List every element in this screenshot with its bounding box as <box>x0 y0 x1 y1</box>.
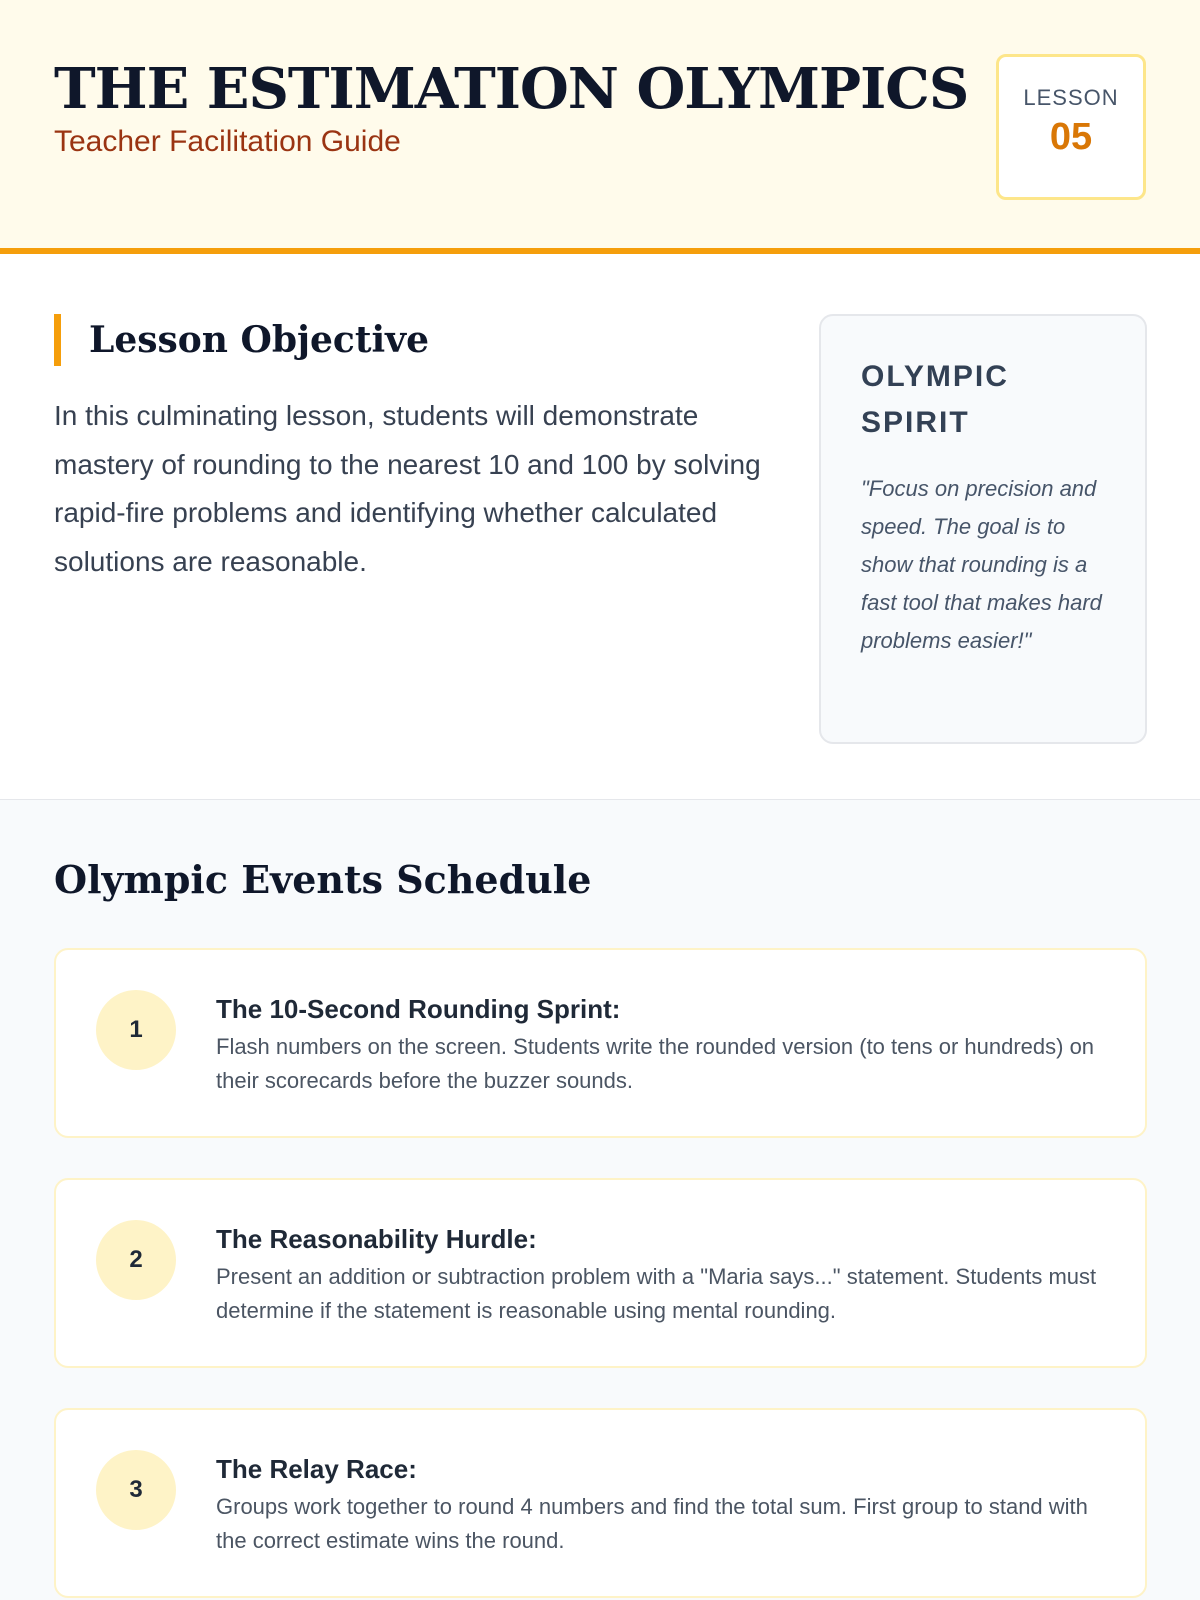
olympic-spirit-title: OLYMPIC SPIRIT <box>861 360 1009 439</box>
event-description: Present an addition or subtraction problem with a "Maria says..." statement. Students must determine if the statement is reasonable using mental rounding. <box>216 1264 1097 1323</box>
event-title: The Reasonability Hurdle: <box>216 1224 537 1254</box>
event-description: Groups work together to round 4 numbers and find the total sum. First group to stand with the correct estimate wins the round. <box>216 1494 1088 1553</box>
schedule-section <box>0 800 1200 1600</box>
olympic-spirit-card <box>819 314 1147 744</box>
event-number-badge: 3 <box>96 1450 176 1530</box>
event-card-2 <box>54 1178 1147 1368</box>
event-card-3 <box>54 1408 1147 1598</box>
event-description: Flash numbers on the screen. Students write the rounded version (to tens or hundreds) on their scorecards before the buzzer sounds. <box>216 1034 1095 1093</box>
document-header <box>0 0 1200 254</box>
event-body <box>216 1452 1116 1558</box>
document-title: THE ESTIMATION OLYMPICS <box>54 56 969 122</box>
lesson-badge-label: LESSON <box>1023 85 1119 110</box>
objective-text: In this culminating lesson, students will demonstrate mastery of rounding to the nearest 10 and 100 by solving rapid-fire problems and identifying whether calculated solutions are reasonable. <box>54 400 761 577</box>
lesson-badge-number: 05 <box>1049 116 1093 158</box>
event-title: The 10-Second Rounding Sprint: <box>216 994 621 1024</box>
event-number-badge: 2 <box>96 1220 176 1300</box>
event-title: The Relay Race: <box>216 1454 417 1484</box>
objective-section <box>0 254 1200 800</box>
document-subtitle: Teacher Facilitation Guide <box>54 125 401 158</box>
event-card-1 <box>54 948 1147 1138</box>
event-body <box>216 992 1116 1098</box>
event-number-badge: 1 <box>96 990 176 1070</box>
event-body <box>216 1222 1116 1328</box>
objective-heading: Lesson Objective <box>54 314 429 366</box>
lesson-badge <box>996 54 1146 200</box>
olympic-spirit-quote: "Focus on precision and speed. The goal is to show that rounding is a fast tool that makes hard problems easier!" <box>861 476 1102 653</box>
schedule-heading: Olympic Events Schedule <box>54 857 592 902</box>
